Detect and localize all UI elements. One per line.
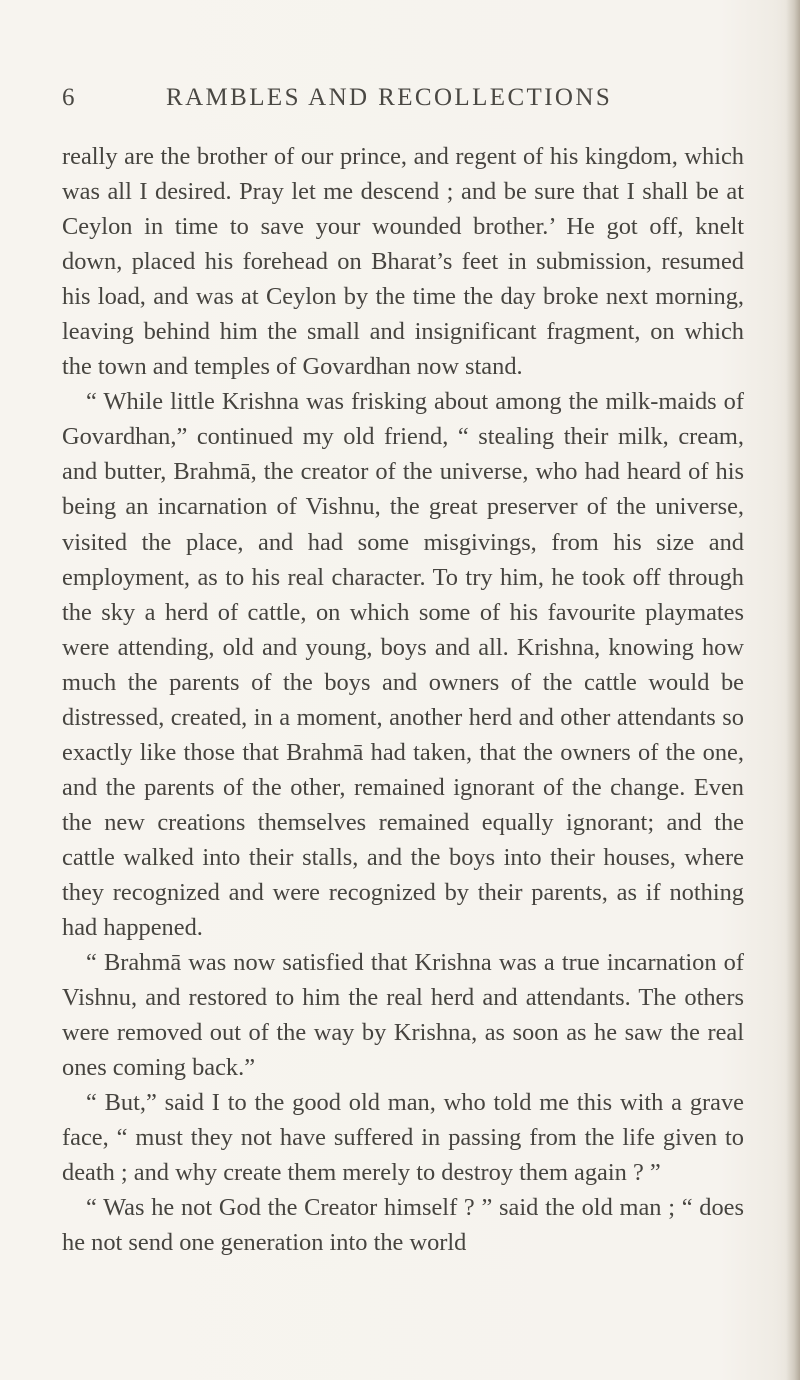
paragraph-last: “ Was he not God the Creator himself ? ” said the old man ; “ does he not send one generation into the world [62, 1194, 744, 1257]
paragraph: “ While little Krishna was frisking about among the milk-maids of Govardhan,” continued my old friend, “ stealing their milk, cream, and butter, Brahmā, the creator of the universe, who had heard of his being an incarnation of Vishnu, the great preserver of the universe, visited the place, and had some misgivings, from his size and employment, as to his real character. To try him, he took off through the sky a herd of cattle, on which some of his favourite playmates were attending, old and young, boys and all. Krishna, knowing how much the parents of the boys and owners of the cattle would be distressed, created, in a moment, another herd and other attendants so exactly like those that Brahmā had taken, that the owners of the one, and the parents of the other, remained ignorant of the change. Even the new creations themselves remained equally ignorant; and the cattle walked into their stalls, and the boys into their houses, where they recognized and were recognized by their parents, as if nothing had happened. [62, 388, 744, 942]
paragraph-continued: really are the brother of our prince, and regent of his kingdom, which was all I desired. Pray let me descend ; and be sure that I shall be at Ceylon in time to save your wounded brother.’ He got off, knelt down, placed his forehead on Bharat’s feet in submission, resumed his load, and was at Ceylon by the time the day broke next morning, leaving behind him the small and insignificant fragment, on which the town and temples of Govardhan now stand. [62, 143, 744, 381]
page-header [62, 78, 682, 122]
page-edge-shadow [786, 0, 800, 1380]
body-text [62, 139, 744, 1261]
paragraph: “ Brahmā was now satisfied that Krishna was a true incarnation of Vishnu, and restored to him the real herd and attendants. The others were removed out of the way by Krishna, as soon as he saw the real ones coming back.” [62, 949, 744, 1082]
running-head: RAMBLES AND RECOLLECTIONS [166, 84, 613, 111]
page-number: 6 [62, 84, 75, 111]
paragraph: “ But,” said I to the good old man, who told me this with a grave face, “ must they not have suffered in passing from the life given to death ; and why create them merely to destroy them again ? ” [62, 1089, 744, 1187]
